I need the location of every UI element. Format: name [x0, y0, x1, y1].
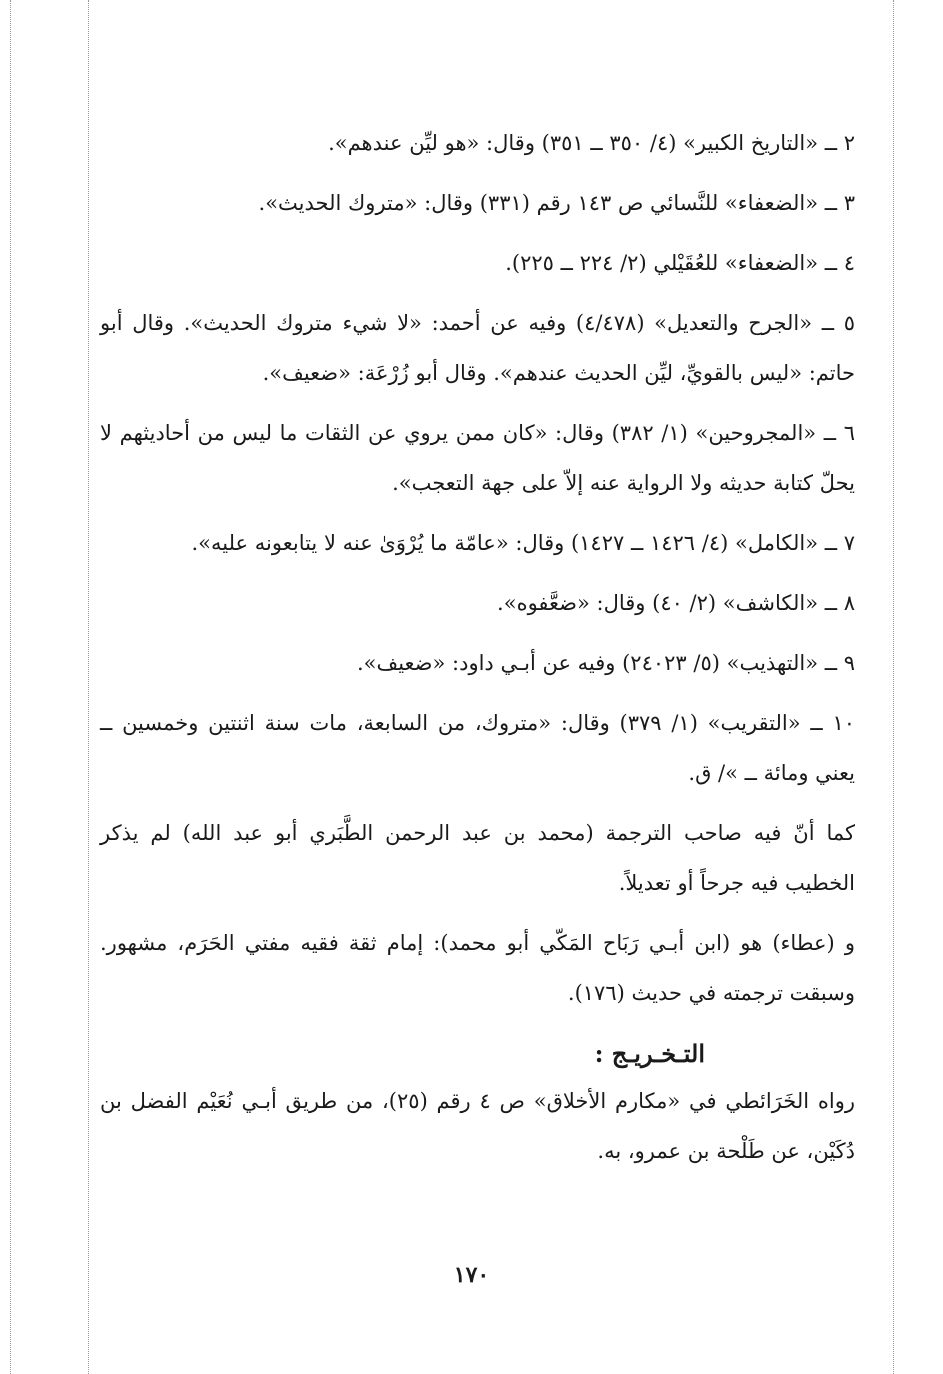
scan-dotted-line-right: [893, 0, 894, 1374]
page-number: ١٧٠: [453, 1262, 490, 1288]
paragraph-tabari: كما أنّ فيه صاحب الترجمة (محمد بن عبد الرحمن الطَّبَري أبو عبد الله) لم يذكر الخطيب فيه جرحاً أو تعديلاً.: [100, 821, 855, 895]
footnote-3: ٣ ــ «الضعفاء» للنَّسائي ص ١٤٣ رقم (٣٣١) وقال: «متروك الحديث».: [258, 191, 855, 215]
scan-dotted-line-left-outer: [10, 0, 11, 1374]
footnote-2: ٢ ــ «التاريخ الكبير» (٤/ ٣٥٠ ــ ٣٥١) وقال: «هو ليِّن عندهم».: [328, 131, 855, 155]
footnote-8: ٨ ــ «الكاشف» (٢/ ٤٠) وقال: «ضعَّفوه».: [497, 591, 855, 615]
footnote-6: ٦ ــ «المجروحين» (١/ ٣٨٢) وقال: «كان ممن يروي عن الثقات ما ليس من أحاديثهم لا يحلّ كتابة حديثه ولا الرواية عنه إلاّ على جهة التعجب».: [100, 421, 855, 495]
footnote-4: ٤ ــ «الضعفاء» للعُقَيْلي (٢/ ٢٢٤ ــ ٢٢٥).: [505, 251, 855, 275]
footnote-7: ٧ ــ «الكامل» (٤/ ١٤٢٦ ــ ١٤٢٧) وقال: «عامّة ما يُرْوَىٰ عنه لا يتابعونه عليه».: [191, 531, 855, 555]
page-body: [100, 118, 855, 1186]
scan-dotted-line-left-inner: [88, 0, 89, 1374]
footnote-10: ١٠ ــ «التقريب» (١/ ٣٧٩) وقال: «متروك، من السابعة، مات سنة اثنتين وخمسين ــ يعني ومائة ــ »/ ق.: [100, 711, 855, 785]
footnote-5: ٥ ــ «الجرح والتعديل» (٤/٤٧٨) وفيه عن أحمد: «لا شيء متروك الحديث». وقال أبو حاتم: «ليس بالقويِّ، ليِّن الحديث عندهم». وقال أبو زُرْعَة: «ضعيف».: [100, 311, 855, 385]
paragraph-takhrij: رواه الخَرَائطي في «مكارم الأخلاق» ص ٤ رقم (٢٥)، من طريق أبـي نُعَيْم الفضل بن دُكَيْن، عن طَلْحة بن عمرو، به.: [100, 1089, 856, 1163]
paragraph-ataa: و (عطاء) هو (ابن أبـي رَبَاح المَكّي أبو محمد): إمام ثقة فقيه مفتي الحَرَم، مشهور. وسبقت ترجمته في حديث (١٧٦).: [100, 931, 855, 1005]
section-title-takhrij: التـخـريـج :: [594, 1039, 705, 1068]
footnote-9: ٩ ــ «التهذيب» (٥/ ٢٤٠٢٣) وفيه عن أبـي داود: «ضعيف».: [356, 651, 855, 675]
